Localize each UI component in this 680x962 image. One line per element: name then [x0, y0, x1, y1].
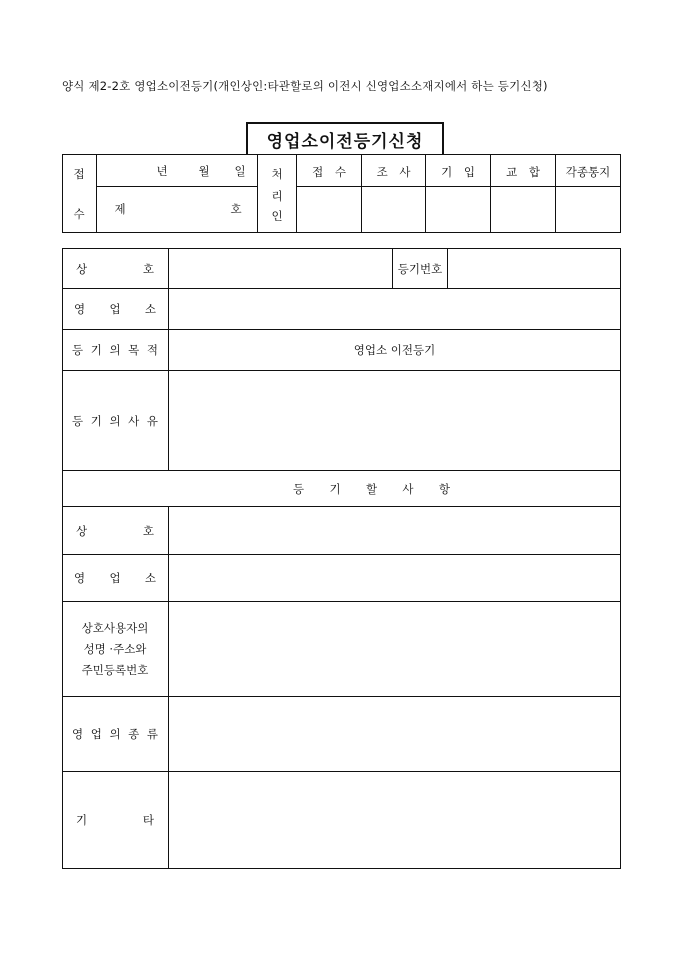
- trade-name-input[interactable]: [169, 249, 392, 288]
- year-label: 년: [156, 164, 168, 178]
- column-receipt: 접 수: [312, 165, 346, 179]
- collation-stamp-box[interactable]: [491, 187, 555, 232]
- other-input[interactable]: [169, 772, 620, 868]
- month-label: 월: [198, 164, 210, 178]
- business-type-input[interactable]: [169, 697, 620, 771]
- item-trade-name-input[interactable]: [169, 507, 620, 554]
- item-business-office-label: 영 업 소: [74, 571, 156, 585]
- form-caption: 양식 제2-2호 영업소이전등기(개인상인:타관할로의 이전시 신영업소소재지에서 하는 등기신청): [62, 79, 548, 93]
- receipt-label-top: 접: [73, 167, 85, 181]
- notification-stamp-box[interactable]: [556, 187, 620, 232]
- day-label: 일: [234, 164, 246, 178]
- other-label: 기 타: [76, 813, 154, 827]
- section-header: 등 기 할 사 항: [293, 481, 450, 496]
- item-business-office-input[interactable]: [169, 555, 620, 601]
- user-info-input[interactable]: [169, 602, 620, 696]
- cause-input[interactable]: [169, 371, 620, 470]
- processor-label-char-2: 리: [271, 189, 283, 203]
- processor-label-char-1: 처: [271, 167, 283, 181]
- number-prefix: 제: [114, 202, 126, 216]
- cause-label: 등 기 의 사 유: [72, 413, 158, 428]
- form-title: 영업소이전등기신청: [246, 122, 444, 154]
- user-info-label: 상호사용자의 성명 ·주소와 주민등록번호: [81, 620, 149, 677]
- item-trade-name-label: 상 호: [76, 523, 154, 538]
- registration-number-label: 등기번호: [397, 261, 443, 276]
- column-notification: 각종통지: [565, 165, 611, 179]
- business-office-label: 영 업 소: [74, 302, 156, 316]
- receipt-stamp-box[interactable]: [297, 187, 361, 232]
- registration-number-input[interactable]: [448, 249, 620, 288]
- number-suffix: 호: [230, 202, 242, 216]
- receipt-label-bottom: 수: [73, 207, 85, 221]
- business-office-input[interactable]: [169, 289, 620, 329]
- investigation-stamp-box[interactable]: [362, 187, 425, 232]
- purpose-label: 등 기 의 목 적: [72, 343, 158, 357]
- purpose-value: 영업소 이전등기: [353, 343, 436, 357]
- column-entry: 기 입: [441, 165, 475, 179]
- trade-name-label: 상 호: [76, 261, 154, 276]
- business-type-label: 영 업 의 종 류: [72, 727, 158, 741]
- column-investigation: 조 사: [376, 165, 411, 179]
- column-collation: 교 합: [506, 165, 540, 179]
- entry-stamp-box[interactable]: [426, 187, 490, 232]
- processor-label-char-3: 인: [271, 209, 283, 223]
